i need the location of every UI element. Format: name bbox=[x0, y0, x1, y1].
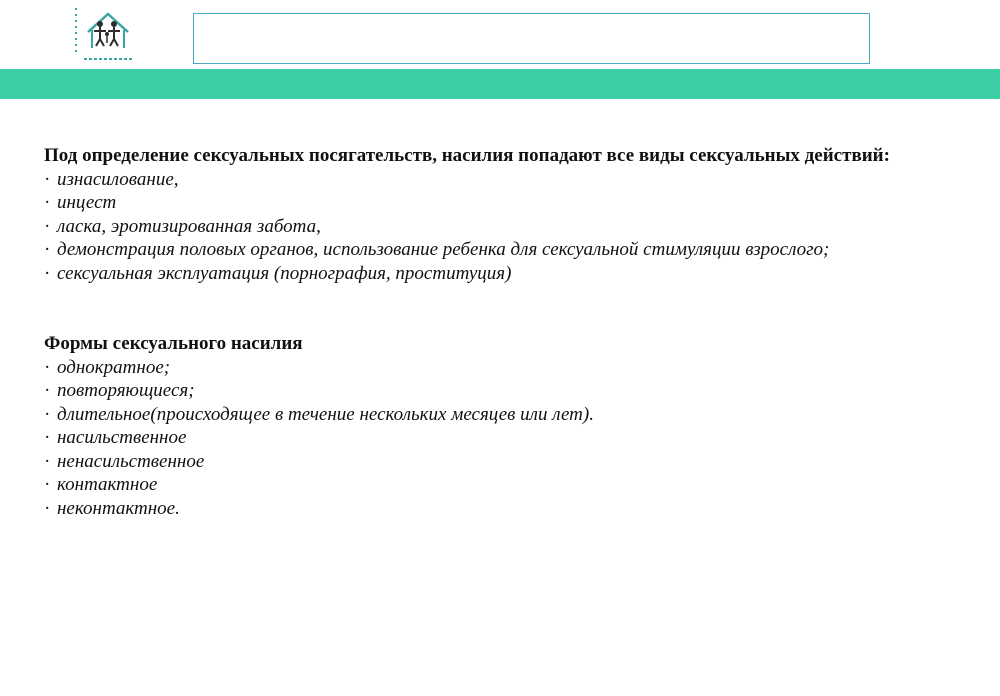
list-item bbox=[44, 238, 944, 262]
list-item-text: насильственное bbox=[57, 427, 187, 448]
list-item-text: изнасилование, bbox=[57, 168, 179, 190]
list-item bbox=[44, 426, 944, 450]
bullet: · bbox=[44, 356, 51, 378]
list-item-text: ненасильственное bbox=[57, 450, 205, 472]
list-item bbox=[44, 215, 944, 239]
list-item-text: неконтактное. bbox=[57, 497, 180, 519]
list-item bbox=[44, 262, 944, 286]
list-item bbox=[44, 450, 944, 474]
bullet: · bbox=[44, 262, 51, 284]
section-heading-forms: Формы сексуального насилия bbox=[44, 333, 303, 354]
list-item-text: ласка, эротизированная забота, bbox=[57, 215, 321, 237]
bullet: · bbox=[44, 192, 51, 213]
bullet: · bbox=[44, 474, 51, 495]
list-sexual-actions bbox=[44, 168, 944, 286]
list-item bbox=[44, 356, 944, 380]
section-heading-definition: Под определение сексуальных посягательств, насилия попадают все виды сексуальных действий: bbox=[44, 145, 890, 166]
list-item-text: инцест bbox=[57, 192, 117, 213]
bullet: · bbox=[44, 403, 51, 425]
header-band bbox=[0, 69, 1000, 99]
list-item-text: повторяющиеся; bbox=[57, 380, 195, 401]
list-item bbox=[44, 191, 944, 215]
list-item-text: демонстрация половых органов, использование ребенка для сексуальной стимуляции взрослого; bbox=[57, 239, 830, 260]
bullet: · bbox=[44, 497, 51, 519]
bullet: · bbox=[44, 239, 51, 260]
bullet: · bbox=[44, 380, 51, 401]
family-house-logo-icon bbox=[72, 6, 138, 64]
list-item bbox=[44, 379, 944, 403]
list-item bbox=[44, 473, 944, 497]
list-forms-of-abuse bbox=[44, 356, 944, 521]
list-item bbox=[44, 403, 944, 427]
list-item-text: длительное(происходящее в течение нескольких месяцев или лет). bbox=[57, 403, 594, 425]
list-item-text: контактное bbox=[57, 474, 158, 495]
bullet: · bbox=[44, 427, 51, 448]
bullet: · bbox=[44, 450, 51, 472]
title-box bbox=[193, 13, 870, 64]
bullet: · bbox=[44, 215, 51, 237]
list-item bbox=[44, 168, 944, 192]
list-item-text: сексуальная эксплуатация (порнография, проституция) bbox=[57, 262, 512, 284]
list-item-text: однократное; bbox=[57, 356, 171, 378]
section-spacer bbox=[44, 285, 944, 332]
list-item bbox=[44, 497, 944, 521]
slide-content bbox=[44, 144, 944, 520]
bullet: · bbox=[44, 168, 51, 190]
